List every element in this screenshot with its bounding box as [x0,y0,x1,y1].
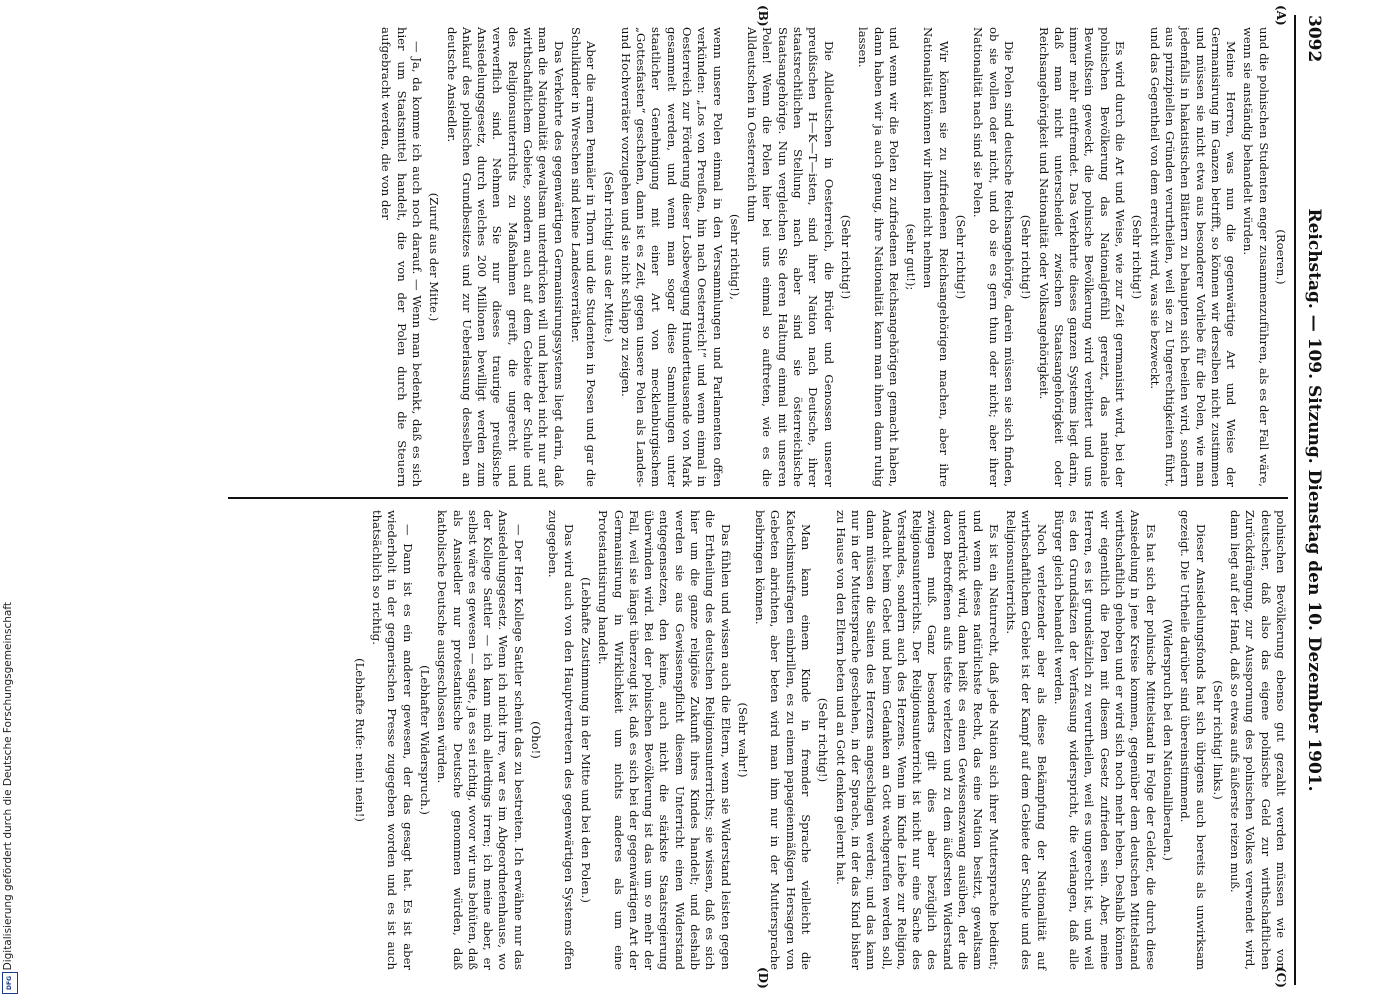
dfg-logo: DFG [2,972,18,994]
paragraph: Dieser Ansiedelungsfonds hat sich übrigens auch bereits als unwirksam gezeigt. Die Urtheile darüber sind übereinstimmend. [1178,510,1208,970]
paragraph: Das wird auch von den Hauptvertretern des gegenwärtigen Systems offen zugegeben. [546,510,576,970]
funding-note: Digitalisierung gefördert durch die Deutsche Forschungsgemeinschaft [2,601,14,970]
interjection: (sehr richtig!), [727,214,742,300]
marker-c: (C) [1274,967,1288,988]
paragraph: wenn unsere Polen einmal in den Versammlungen und Parlamenten offen verkünden: „Los von Preußen, hin nach Oesterreich!“ und wenn einmal in Oesterreich zur Förderung dieser Losbewegung Hunderttausende von Mark gesammelt werden, und wenn man sogar diese Sammlungen unter staatlicher Genehmigung mit einer Art von mecklenburgischem „Gottesfasten“ geschehen, dann ist es Zeit, gegen unsere Polen als Landes- und Hochverräter vorzugehen und sie nicht schlapp zu zeigen. [618,27,725,487]
marker-b: (B) [756,5,770,27]
interjection: (Lebhafte Zustimmung in der Mitte und bei den Polen.) [578,577,593,903]
page-number: 3092 [1304,15,1324,63]
page-header [1294,15,1330,985]
interjection: (sehr gut!); [904,223,919,291]
speaker-name: (Roeren.) [1274,229,1288,285]
paragraph: — Dann ist es ein anderer gewesen, der das gesagt hat. Es ist aber wiederholt in der gegnerischen Presse zugegeben worden und es ist auch thatsächlich so richtig. [370,510,415,970]
paragraph: Es hat sich der polnische Mittelstand in Folge der Gelder, die durch diese Ansiedelung in jene Kreise kommen, gegenüber dem deutschen Mittelstand wirthschaftlich gehoben und er wird sich noch mehr heben. Deshalb können wir eigentlich die Polen mit diesem Gesetz zufrieden sein. Aber, meine Herren, es ist grundsätzlich zu verurtheilen, weil es ungerecht ist, und weil es den Grundsätzen der Verfassung widerspricht, die verlangen, daß alle Bürger gleich behandelt werden. [1051,510,1158,970]
left-column [376,27,1288,487]
rotated-page [55,5,1330,995]
right-column [349,510,1288,970]
interjection: (Sehr richtig!) [954,214,969,300]
paragraph: Noch verletzender aber als diese Bekämpfung der Nationalität auf wirthschaftlichem Gebiet ist der Kampf auf dem Gebiete der Schule und des Religionsunterrichts. [1003,510,1049,970]
interjection: (Sehr richtig!) [1130,214,1145,300]
page-title: Reichstag. — 109. Sitzung. Dienstag den 10. Dezember 1901. [1304,208,1324,792]
interjection: (Lebhafte Rufe: nein! nein!) [352,658,367,822]
paragraph: Meine Herren, was nun die gegenwärtige Art und Weise der Germanisirung im Ganzen betrifft, so können wir derselben nicht zustimmen und müssen sie nicht etwa aus besonderer Vorliebe für die Polen, wie man jedenfalls in hakatistischen Blättern zu behaupten sich beeilen wird, sondern aus prinzipiellen Gründen verurtheilen, weil sie zu Ungerechtigkeiten führt, und das Gegentheil von dem erreicht wird, was sie bezweckt. [1147,27,1239,487]
paragraph: Man kann einem Kinde in fremder Sprache vielleicht die Katechismusfragen einbrillen, es zu einem papageienmäßigen Hersagen von Gebeten abrichten, aber beten wird man ihm nur in der Muttersprache beibringen können. [753,510,814,970]
paragraph: Das fühlen und wissen auch die Eltern, wenn sie Widerstand leisten gegen die Ertheilung des deutschen Religionsunterrichts; sie wissen, daß es sich hier um die ganze religiöse Zukunft ihres Kindes handelt; und deshalb werden sie aus Gewissenspflicht diesem Unterricht einen Widerstand entgegensetzen, den keine, auch nicht die stärkste Staatsregierung überwinden wird. Bei der polnischen Bevölkerung ist das um so mehr der Fall, weil sie längst überzeugt ist, daß es sich bei der gegenwärtigen Art der Germanisirung in Wirklichkeit um nichts anderes als um eine Protestantisirung handelt. [596,510,733,970]
paragraph: Die Polen sind deutsche Reichsangehörige, darein müssen sie sich finden, ob sie wollen oder nicht, und ob sie es gern thun oder nicht; aber ihrer Nationalität nach sind sie Polen. [971,27,1016,487]
paragraph: Das Verkehrte des gegenwärtigen Germanisirungssystems liegt darin, daß man die Nationalität gewaltsam unterdrücken will und hierbei nicht nur auf wirthschaftlichem Gebiete, sondern auch auf dem Gebiete der Schule und des Religionsunterrichts zu Maßnahmen greift, die ungerecht und verwerflich sind. Nehmen Sie nur dieses traurige preußische Ansiedelungsgesetz, durch welches 200 Millionen bewilligt werden zum Ankauf des polnischen Grundbesitzes und zur Ueberlassung desselben an deutsche Ansiedler. [444,27,566,487]
interjection: (Sehr richtig!) [816,697,831,783]
paragraph: Die Alldeutschen in Oesterreich, die Brüder und Genossen unserer preußischen H—K—T—isten, sind ihrer Nation nach Deutsche, ihrer staatsrechtlichen Stellung nach aber sind sie österreichische Staatsangehörige. Nun vergleichen Sie deren Haltung einmal mit unseren Polen! Wenn die Polen hier bei uns einmal so auftreten, wie es die Alldeutschen in Oesterreich thun [745,27,836,487]
digitization-footer [0,0,18,1000]
paragraph: Es ist ein Naturrecht, daß jede Nation sich ihrer Muttersprache bedient; und wenn dieses natürlichste Recht, das eine Nation besitzt, gewaltsam unterdrückt wird, dann heißt es einen Gewissenszwang ausüben, der die davon Betroffenen aufs tiefste verletzen und zu dem äußersten Widerstand zwingen muß. Ganz besonders gilt dies aber bezüglich des Religionsunterrichts. Der Religionsunterricht ist nicht nur eine Sache des Verstandes, sondern auch des Herzens. Wenn im Kinde Liebe zur Religion, Andacht beim Gebet und beim Gedanken an Gott wachgerufen werden soll, dann müssen die Saiten des Herzens angeschlagen werden; und das kann nur in der Muttersprache geschehen, in der Sprache, in der das Kind bisher zu Hause von den Eltern beten und an Gott denken gelernt hat. [833,510,1001,970]
paragraph: und die polnischen Studenten enger zusammenzuführen, als es der Fall wäre, wenn sie anständig behandelt würden. [1241,27,1271,487]
interjection: (Lebhafter Widerspruch.) [417,665,432,815]
interjection: (Sehr richtig! aus der Mitte.) [601,171,616,343]
column-divider [228,497,1288,499]
paragraph: — Der Herr Kollege Sattler scheint das zu bestreiten. Ich erwähne nur das Ansiedelungsgesetz. Wenn ich nicht irre, war es im Abgeordnetenhause, wo der Kollege Sattler — ich kann mich allerdings irren; ich meine aber, er selbst wäre es gewesen — sagte, ja es sei richtig, wovor wir uns behüten, daß als Ansiedler nur protestantische Deutsche genommen würden, daß katholische Deutsche ausgeschlossen würden. [435,510,526,970]
interjection: (Zuruf aus der Mitte.) [427,192,442,322]
interjection: (Sehr wahr!) [735,702,750,778]
marker-a: (A) [1274,5,1288,26]
marker-d: (D) [756,967,770,989]
paragraph: Aber die armen Pennäler in Thorn und die Studenten in Posen und gar die Schulkinder in Wreschen sind keine Landesverräther. [568,27,599,487]
interjection: (Oho!) [529,721,544,759]
paragraph: Es wird durch die Art und Weise, wie zur Zeit germanisirt wird, bei der polnischen Bevölkerung das Nationalgefühl gereizt, das nationale Bewußtsein geweckt, die polnische Bevölkerung wird verbittert und uns immer mehr entfremdet. Das Verkehrte dieses ganzen Systems liegt darin, daß man nicht unterscheidet zwischen Staatsangehörigkeit oder Reichsangehörigkeit und Nationalität oder Volksangehörigkeit. [1036,27,1128,487]
paragraph: und wenn wir die Polen zu zufriedenen Reichsangehörigen gemacht haben, dann haben wir ja auch genug, ihre Nationalität kann man ihnen dann ruhig lassen. [856,27,901,487]
paragraph: — Ja, da komme ich auch noch darauf. — Wenn man bedenkt, daß es sich hier um Staatsmittel handelt, die von der Polen durch die Steuern aufgebracht werden, die von der [379,27,424,487]
interjection: (Sehr richtig! links.) [1210,680,1225,800]
interjection: (Sehr richtig!) [838,214,853,300]
paragraph: polnischen Bevölkerung ebenso gut gezahlt werden müssen wie von deutscher, daß also das eigene polnische Geld zur wirthschaftlichen Zurückdrängung, zur Ausspornung des polnischen Volkes verwendet wird, dann liegt auf der Hand, daß so etwas aufs äußerste reizen muß. [1228,510,1288,970]
paragraph: Wir können sie zu zufriedenen Reichsangehörigen machen, aber ihre Nationalität können wir ihnen nicht nehmen [921,27,951,487]
interjection: (Sehr richtig!) [1019,214,1034,300]
interjection: (Widerspruch bei den Nationalliberalen.) [1160,619,1175,861]
